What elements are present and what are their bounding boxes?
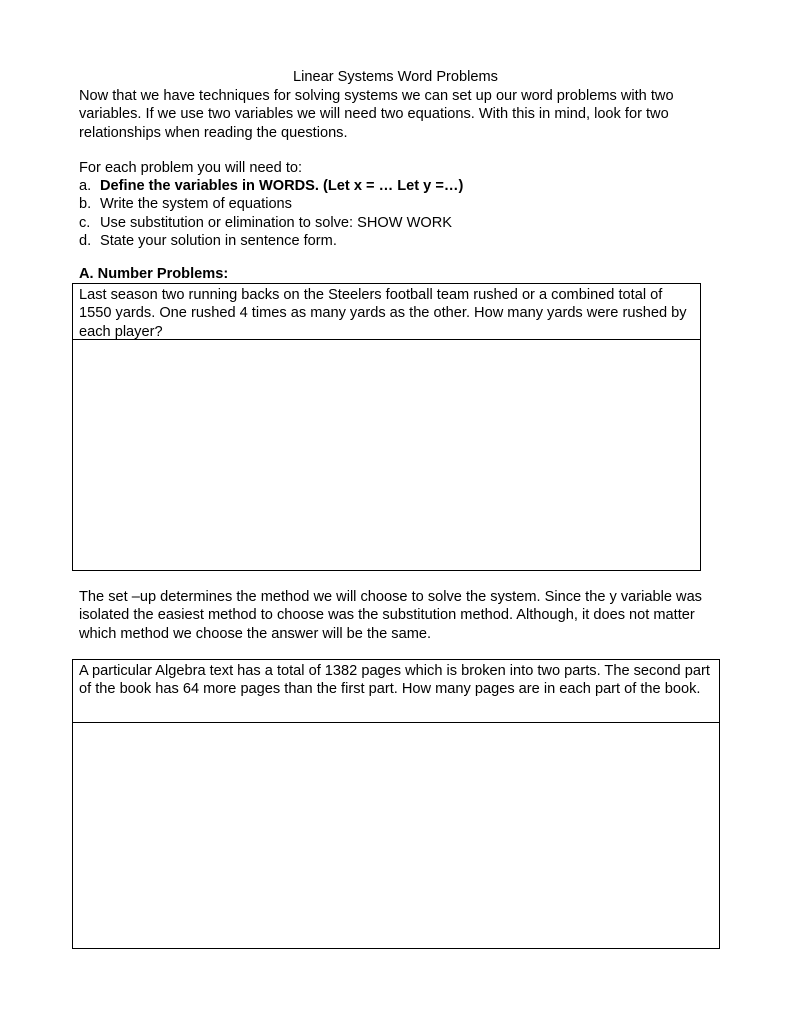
problem-box-2 xyxy=(72,659,720,949)
step-item xyxy=(79,214,729,232)
step-text: Write the system of equations xyxy=(100,196,292,213)
step-letter: b. xyxy=(79,196,92,213)
step-text: Use substitution or elimination to solve: SHOW WORK xyxy=(100,214,452,231)
section-heading: A. Number Problems: xyxy=(79,266,229,282)
step-text: State your solution in sentence form. xyxy=(100,232,337,249)
step-item xyxy=(79,232,729,250)
problem-2-text: A particular Algebra text has a total of 1382 pages which is broken into two parts. The second part of the book has 64 more pages than the first part. How many pages are in each part of the book. xyxy=(73,660,719,723)
problem-1-text: Last season two running backs on the Steelers football team rushed or a combined total of 1550 yards. One rushed 4 times as many yards as the other. How many yards were rushed by each player? xyxy=(73,284,700,340)
step-item xyxy=(79,177,729,195)
step-letter: d. xyxy=(79,232,92,249)
page-title: Linear Systems Word Problems xyxy=(293,69,498,85)
intro-paragraph: Now that we have techniques for solving systems we can set up our word problems with two variables. If we use two variables we will need two equations. With this in mind, look for two relationships when reading the questions. xyxy=(79,88,674,141)
steps-list xyxy=(79,177,729,250)
steps-lead: For each problem you will need to: xyxy=(79,160,303,176)
step-item xyxy=(79,195,729,213)
step-letter: c. xyxy=(79,214,91,231)
step-letter: a. xyxy=(79,178,92,194)
problem-box-1 xyxy=(72,283,701,571)
method-note: The set –up determines the method we will choose to solve the system. Since the y variable was isolated the easiest method to choose was the substitution method. Although, it does not matter which method we choose the answer will be the same. xyxy=(79,589,702,642)
step-text: Define the variables in WORDS. (Let x = … Let y =…) xyxy=(100,178,464,194)
